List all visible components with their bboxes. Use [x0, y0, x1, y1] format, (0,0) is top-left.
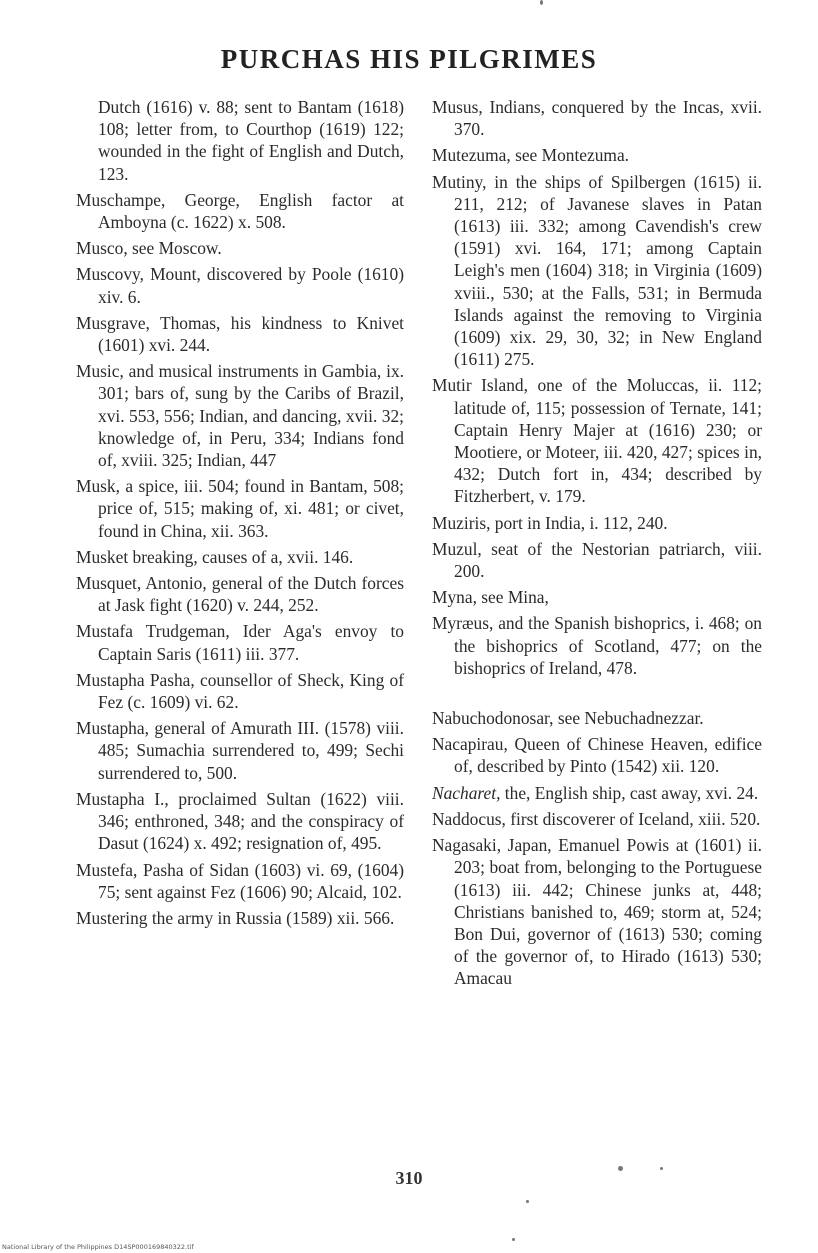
- index-entry: Mutezuma, see Montezuma.: [432, 145, 630, 166]
- index-column-left: [76, 96, 404, 933]
- scan-speck: [618, 1166, 623, 1171]
- index-entry: Myna, see Mina,: [432, 587, 549, 608]
- index-entry-nacharet: [432, 782, 762, 804]
- scan-speck: [660, 1167, 663, 1170]
- index-entry: Musus, Indians, conquered by the Incas, xvii. 370.: [432, 97, 762, 140]
- index-entry: Muschampe, George, English factor at Amboyna (c. 1622) x. 508.: [76, 189, 404, 233]
- index-entry: Muscovy, Mount, discovered by Poole (1610) xiv. 6.: [76, 264, 404, 307]
- index-entry: Muziris, port in India, i. 112, 240.: [432, 512, 668, 533]
- index-entry: Mustafa Trudgeman, Ider Aga's envoy to Captain Saris (1611) iii. 377.: [76, 621, 404, 664]
- index-entry: Muzul, seat of the Nestorian patriarch, viii. 200.: [432, 538, 762, 582]
- index-entry: Myræus, and the Spanish bishoprics, i. 468; on the bishoprics of Scotland, 477; on the bishoprics of Ireland, 478.: [432, 613, 762, 678]
- index-entry: Musket breaking, causes of a, xvii. 146.: [76, 546, 354, 567]
- index-entry: Naddocus, first discoverer of Iceland, xiii. 520.: [432, 808, 761, 829]
- index-entry: Nabuchodonosar, see Nebuchadnezzar.: [432, 708, 704, 729]
- running-header: PURCHAS HIS PILGRIMES: [220, 44, 598, 74]
- index-entry: Dutch (1616) v. 88; sent to Bantam (1618) 108; letter from, to Courthop (1619) 122; wounded in the fight of English and Dutch, 123.: [98, 97, 404, 184]
- scan-speck: [512, 1238, 515, 1241]
- index-entry: Musgrave, Thomas, his kindness to Knivet (1601) xvi. 244.: [76, 312, 404, 356]
- scan-footer: National Library of the Philippines D14SP000169840322.tif: [2, 1243, 194, 1251]
- index-entry: Nagasaki, Japan, Emanuel Powis at (1601) ii. 203; boat from, belonging to the Portuguese (1613) iii. 442; Chinese junks at, 448; Christians banished to, 469; storm at, 524; Bon Dui, governor of (1613) 530; coming of the governor of, to Hirado (1613) 530; Amacau: [432, 835, 762, 989]
- index-entry: Mustering the army in Russia (1589) xii. 566.: [76, 907, 395, 928]
- index-entry: Nacapirau, Queen of Chinese Heaven, edifice of, described by Pinto (1542) xii. 120.: [432, 734, 762, 777]
- page-number: 310: [395, 1168, 423, 1188]
- index-entry: Musquet, Antonio, general of the Dutch forces at Jask fight (1620) v. 244, 252.: [76, 573, 404, 616]
- italic-headword: Nacharet,: [432, 782, 501, 803]
- index-entry: Musco, see Moscow.: [76, 238, 222, 259]
- index-entry: Mustapha, general of Amurath III. (1578) viii. 485; Sumachia surrendered to, 499; Sechi surrendered to, 500.: [76, 718, 404, 783]
- index-entry-text: the, English ship, cast away, xvi. 24.: [504, 782, 759, 803]
- index-entry: Mustefa, Pasha of Sidan (1603) vi. 69, (1604) 75; sent against Fez (1606) 90; Alcaid, 102.: [76, 859, 404, 902]
- scan-speck: [526, 1200, 529, 1203]
- index-entry: Musk, a spice, iii. 504; found in Bantam, 508; price of, 515; making of, xi. 481; or civet, found in China, xii. 363.: [76, 476, 404, 541]
- index-entry: Mustapha I., proclaimed Sultan (1622) viii. 346; enthroned, 348; and the conspiracy of Dasut (1624) x. 492; resignation of, 495.: [76, 788, 404, 854]
- scan-speck: [540, 0, 543, 5]
- index-entry: Mutir Island, one of the Moluccas, ii. 112; latitude of, 115; possession of Ternate, 141; Captain Henry Majer at (1616) 230; or Mootiere, or Moteer, iii. 420, 427; spices in, 432; Dutch fort in, 434; described by Fitzherbert, v. 179.: [432, 375, 762, 507]
- index-entry: Music, and musical instruments in Gambia, ix. 301; bars of, sung by the Caribs of Brazil, xvi. 553, 556; Indian, and dancing, xvii. 32; knowledge of, in Peru, 334; Indians fond of, xviii. 325; Indian, 447: [76, 361, 404, 471]
- index-entry: Mutiny, in the ships of Spilbergen (1615) ii. 211, 212; of Javanese slaves in Patan (1613) iii. 332; among Cavendish's crew (1591) xvi. 164, 171; among Captain Leigh's men (1604) 318; in Virginia (1609) xviii., 530; at the Falls, 531; in Bermuda Islands against the removing to Virginia (1609) xix. 29, 30, 32; in New England (1611) 275.: [432, 171, 762, 370]
- index-entry: Mustapha Pasha, counsellor of Sheck, King of Fez (c. 1609) vi. 62.: [76, 669, 404, 713]
- index-column-right: [432, 96, 762, 994]
